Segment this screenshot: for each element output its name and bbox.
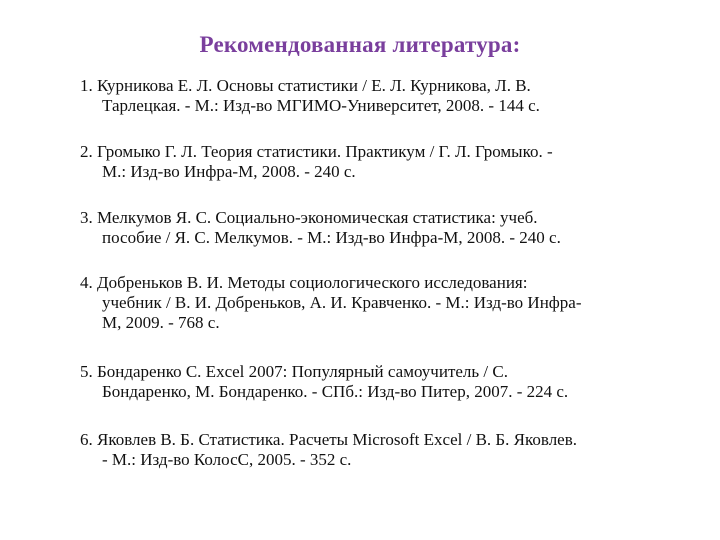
reference-item-4 [80,273,680,333]
reference-line: 1. Курникова Е. Л. Основы статистики / Е. Л. Курникова, Л. В. [80,76,531,95]
reference-line: 2. Громыко Г. Л. Теория статистики. Практикум / Г. Л. Громыко. - [80,142,553,161]
reference-line: пособие / Я. С. Мелкумов. - М.: Изд-во Инфра-М, 2008. - 240 с. [102,228,561,247]
reference-line: 4. Добреньков В. И. Методы социологического исследования: [80,273,528,292]
reference-line: 5. Бондаренко С. Excel 2007: Популярный самоучитель / С. [80,362,508,381]
reference-item-5 [80,362,680,402]
reference-line: учебник / В. И. Добреньков, А. И. Кравченко. - М.: Изд-во Инфра- [102,293,582,312]
reference-line: М.: Изд-во Инфра-М, 2008. - 240 с. [102,162,356,181]
reference-line: Тарлецкая. - М.: Изд-во МГИМО-Университет, 2008. - 144 с. [102,96,540,115]
reference-line: 6. Яковлев В. Б. Статистика. Расчеты Microsoft Excel / В. Б. Яковлев. [80,430,578,449]
reference-line: М, 2009. - 768 с. [102,313,220,332]
reference-line: Бондаренко, М. Бондаренко. - СПб.: Изд-во Питер, 2007. - 224 с. [102,382,569,401]
reference-line: - М.: Изд-во КолосС, 2005. - 352 с. [102,450,352,469]
reference-item-1 [80,76,680,116]
slide-title: Рекомендованная литература: [199,32,521,57]
reference-item-6 [80,430,680,470]
reference-item-3 [80,208,680,248]
reference-line: 3. Мелкумов Я. С. Социально-экономическая статистика: учеб. [80,208,538,227]
reference-item-2 [80,142,680,182]
